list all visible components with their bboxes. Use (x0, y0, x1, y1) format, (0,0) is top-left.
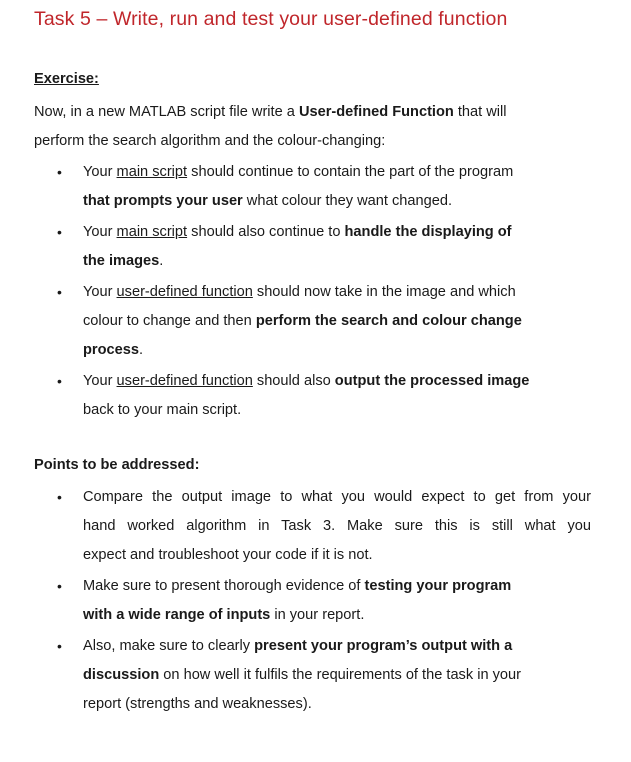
bold-text: discussion (83, 667, 160, 683)
bullet-icon: • (57, 638, 62, 654)
bullet-line (83, 187, 591, 216)
bullet-icon: • (57, 578, 62, 594)
bullet-text: should continue to contain the part of the program (187, 164, 514, 180)
points-bullet-list (0, 483, 631, 721)
bullet-icon: • (57, 164, 62, 180)
intro-text: that will (453, 104, 507, 120)
bold-text: process (83, 342, 139, 358)
underlined-text: user-defined function (116, 373, 253, 389)
task-title: Task 5 – Write, run and test your user-defined function (34, 8, 508, 30)
list-item (0, 158, 591, 216)
bullet-line (83, 367, 591, 396)
bullet-line: back to your main script. (83, 402, 242, 418)
intro-bold-text: User-defined Function (298, 104, 454, 120)
bullet-icon: • (57, 224, 62, 240)
list-item (0, 572, 591, 630)
bullet-text: should now take in the image and which (252, 284, 516, 300)
bullet-icon: • (57, 284, 62, 300)
bullet-line (83, 661, 591, 690)
bullet-line (83, 218, 591, 247)
bold-text: output the processed image (334, 373, 530, 389)
list-item (0, 218, 591, 276)
list-item (0, 278, 591, 365)
bullet-text: should also (252, 373, 335, 389)
bold-text: that prompts your user (83, 193, 243, 209)
bold-text: handle the displaying of (344, 224, 512, 240)
bullet-text: Your (83, 373, 117, 389)
bullet-text: in your report. (270, 607, 365, 623)
bold-text: present your program’s output with a (254, 638, 513, 654)
bullet-line (83, 336, 591, 365)
bullet-line (83, 632, 591, 661)
bullet-text: colour to change and then (83, 313, 256, 329)
bullet-line: expect and troubleshoot your code if it is not. (83, 547, 373, 563)
bullet-line: hand worked algorithm in Task 3. Make sure this is still what you (83, 518, 591, 534)
list-item (0, 367, 591, 425)
points-heading: Points to be addressed: (34, 457, 200, 473)
list-item (0, 483, 591, 570)
exercise-intro (34, 98, 594, 156)
exercise-heading: Exercise: (34, 71, 99, 87)
bullet-line (83, 307, 591, 336)
bold-text: perform the search and colour change (255, 313, 522, 329)
bullet-line (83, 278, 591, 307)
bullet-line: report (strengths and weaknesses). (83, 696, 312, 712)
intro-text: Now, in a new MATLAB script file write a (34, 104, 299, 120)
bullet-text: Make sure to present thorough evidence of (83, 578, 365, 594)
underlined-text: main script (116, 164, 188, 180)
intro-line-2: perform the search algorithm and the colour-changing: (34, 133, 386, 149)
bullet-text: on how well it fulfils the requirements of the task in your (159, 667, 522, 683)
bullet-line (83, 572, 591, 601)
bold-text: testing your program (364, 578, 512, 594)
bullet-text: . (159, 253, 164, 269)
bullet-text: Your (83, 284, 117, 300)
exercise-bullet-list (0, 158, 631, 427)
bullet-text: what colour they want changed. (242, 193, 453, 209)
underlined-text: user-defined function (116, 284, 253, 300)
bullet-icon: • (57, 489, 62, 505)
bullet-line (83, 247, 591, 276)
bullet-text: should also continue to (187, 224, 345, 240)
bullet-line: Compare the output image to what you would expect to get from your (83, 489, 591, 505)
bullet-text: Your (83, 224, 117, 240)
bullet-line (83, 601, 591, 630)
bullet-text: Your (83, 164, 117, 180)
bold-text: the images (83, 253, 160, 269)
intro-line-1 (34, 98, 594, 127)
bullet-icon: • (57, 373, 62, 389)
bullet-line (83, 158, 591, 187)
underlined-text: main script (116, 224, 188, 240)
bold-text: with a wide range of inputs (83, 607, 271, 623)
bullet-text: . (138, 342, 144, 358)
bullet-text: Also, make sure to clearly (83, 638, 255, 654)
list-item (0, 632, 591, 719)
